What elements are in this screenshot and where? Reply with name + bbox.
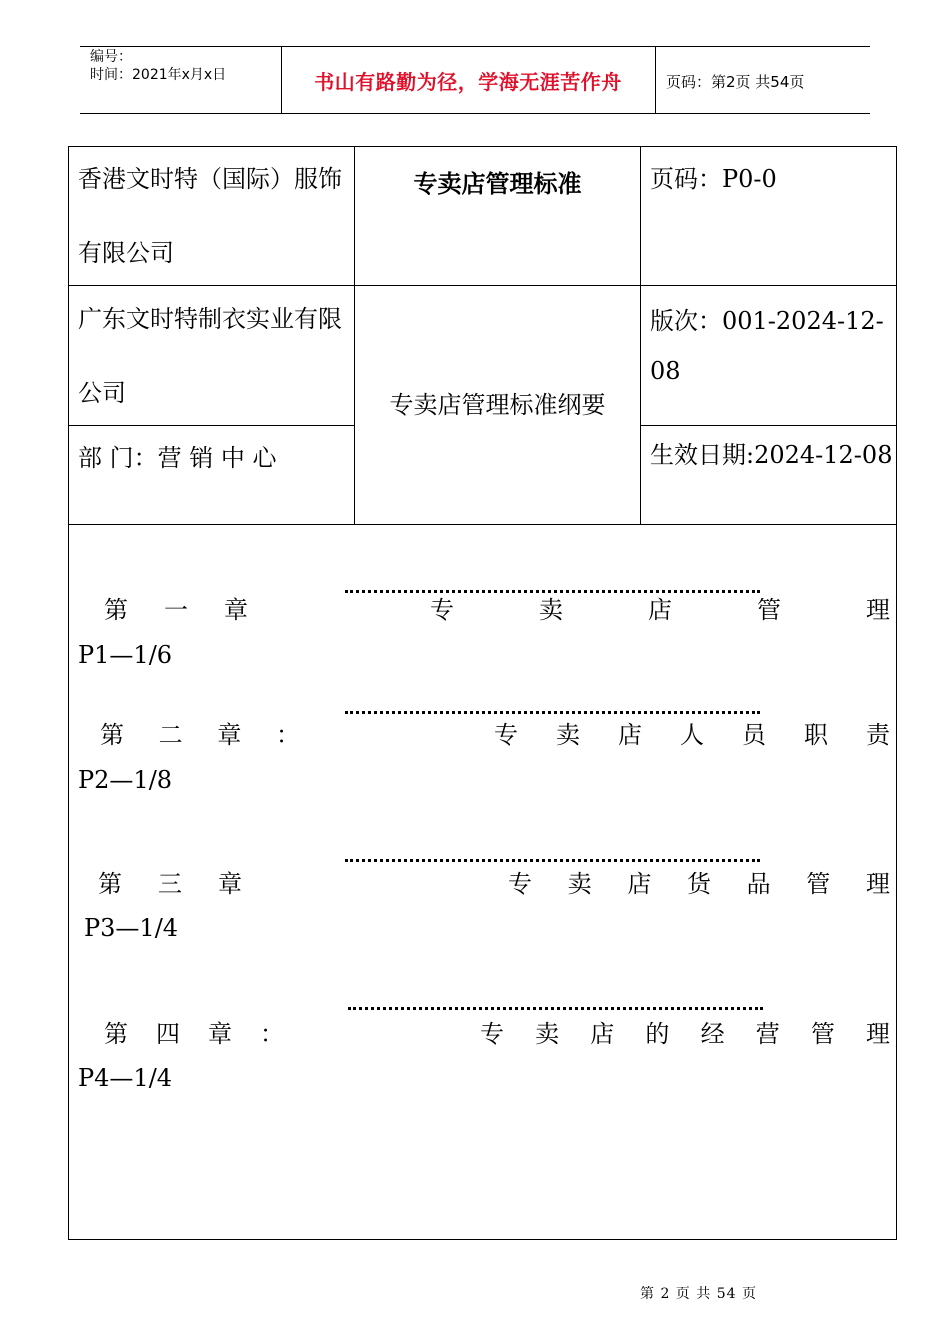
toc-char: 第 xyxy=(104,596,128,624)
toc-char: 四 xyxy=(156,1020,180,1048)
toc-page-ref: P2—1/8 xyxy=(78,766,173,794)
department: 部 门：营 销 中 心 xyxy=(78,444,277,472)
toc-char: ： xyxy=(275,721,300,749)
toc-char: 章 xyxy=(224,596,248,624)
toc-page-ref: P1—1/6 xyxy=(78,641,173,669)
toc-char: 店 xyxy=(618,721,642,749)
effective-date: 生效日期:2024-12-08 xyxy=(650,441,893,469)
document-subtitle: 专卖店管理标准纲要 xyxy=(389,391,606,419)
toc-char: 员 xyxy=(742,721,766,749)
toc-char: 第 xyxy=(100,721,124,749)
toc-char: 三 xyxy=(158,870,182,898)
toc-chapter-label xyxy=(104,1014,284,1049)
toc-char: 专 xyxy=(430,596,454,624)
col-divider-1 xyxy=(354,146,355,524)
header-motto: 书山有路勤为径，学海无涯苦作舟 xyxy=(314,70,622,94)
toc-chapter-label xyxy=(98,864,242,899)
toc-char: 品 xyxy=(746,870,771,898)
company-hk-name: 香港文时特（国际）服饰有限公司 xyxy=(78,165,342,267)
header-divider-2 xyxy=(655,46,656,113)
toc-char: 章 xyxy=(218,870,242,898)
toc-char: 卖 xyxy=(567,870,592,898)
row-divider-3 xyxy=(68,524,897,525)
toc-chapter-title xyxy=(480,1014,890,1049)
toc-char: 的 xyxy=(645,1020,670,1048)
toc-char: 管 xyxy=(757,596,781,624)
document-title: 专卖店管理标准 xyxy=(413,170,582,198)
header-top-rule xyxy=(80,46,870,47)
toc-char: 第 xyxy=(104,1020,128,1048)
toc-chapter-title xyxy=(508,864,890,899)
toc-chapter-title xyxy=(494,715,890,750)
toc-char: 卖 xyxy=(539,596,563,624)
toc-char: 理 xyxy=(865,1020,890,1048)
toc-page-ref: P3—1/4 xyxy=(84,914,179,942)
toc-char: 货 xyxy=(686,870,711,898)
toc-char: 专 xyxy=(494,721,518,749)
toc-char: 营 xyxy=(755,1020,780,1048)
toc-char: 专 xyxy=(508,870,532,898)
toc-char: 管 xyxy=(810,1020,835,1048)
toc-char: 职 xyxy=(804,721,828,749)
col-divider-2 xyxy=(640,146,641,524)
toc-chapter-label xyxy=(100,715,300,750)
header-page-number: 页码：第2页 共54页 xyxy=(666,73,805,91)
toc-char: 责 xyxy=(866,721,890,749)
toc-leader-dots xyxy=(345,711,760,714)
page-footer: 第 2 页 共 54 页 xyxy=(640,1286,757,1302)
doc-time-label: 时间：2021年x月x日 xyxy=(90,67,227,83)
toc-char: 二 xyxy=(158,721,183,749)
toc-char: 理 xyxy=(865,870,890,898)
header-bottom-rule xyxy=(80,113,870,114)
toc-leader-dots xyxy=(348,1007,763,1010)
toc-chapter-title xyxy=(430,590,890,625)
toc-char: 店 xyxy=(590,1020,615,1048)
toc-char: 卖 xyxy=(535,1020,560,1048)
row-divider-2-right xyxy=(640,425,897,426)
toc-page-ref: P4—1/4 xyxy=(78,1064,173,1092)
toc-char: 一 xyxy=(164,596,188,624)
toc-char: ： xyxy=(260,1020,284,1048)
toc-char: 章 xyxy=(208,1020,232,1048)
toc-char: 卖 xyxy=(556,721,580,749)
header-meta xyxy=(90,48,226,84)
toc-char: 章 xyxy=(217,721,242,749)
toc-char: 第 xyxy=(98,870,122,898)
toc-chapter-label xyxy=(104,590,248,625)
toc-char: 专 xyxy=(480,1020,504,1048)
doc-code-label: 编号： xyxy=(90,49,132,65)
version-number: 版次：001-2024-12-08 xyxy=(650,307,884,385)
toc-char: 经 xyxy=(700,1020,725,1048)
toc-char: 店 xyxy=(648,596,672,624)
toc-char: 人 xyxy=(680,721,704,749)
toc-leader-dots xyxy=(345,859,760,862)
toc-char: 理 xyxy=(866,596,890,624)
company-gd-name: 广东文时特制衣实业有限公司 xyxy=(78,305,342,407)
toc-char: 管 xyxy=(806,870,831,898)
page-code: 页码：P0-0 xyxy=(650,165,777,193)
toc-char: 店 xyxy=(627,870,652,898)
